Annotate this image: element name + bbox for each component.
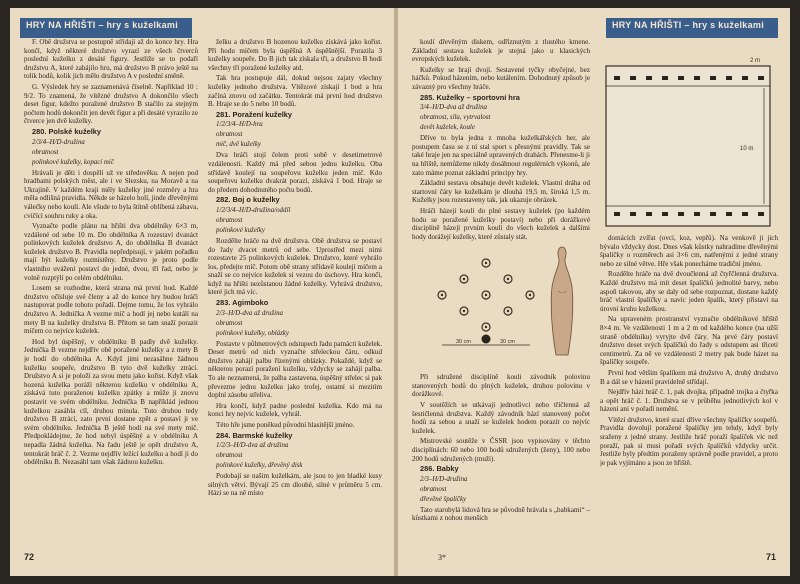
section-heading: 282. Boj o kuželky xyxy=(216,195,280,205)
section-meta: 2/3–H/D-družina xyxy=(420,475,468,483)
section-meta: 1/2/3/4–H/D-družina/oddíl xyxy=(216,206,291,214)
left-column-2 xyxy=(208,38,382,548)
right-running-head xyxy=(606,18,778,38)
paragraph: Hráči házejí koulí do plné sestavy kuželek (po každém hodu se poražené kuželky postaví) nebo při dorážkové disciplíně házejí prvním koulí do všech kuželek a dalšími hody dorážejí kuželky, které zůstaly stát. xyxy=(412,206,590,241)
section-heading: 280. Polské kuželky xyxy=(32,126,102,136)
paragraph: Dříve to byla jedna z mnoha kuželkářských her, ale postupem času se z ní stal sport s přesnými pravidly. Tak se také hraje jen na speciálně upravených drahách. Přenesme-li ji na hřiště, nemůžeme nikdy dosáhnout regulérních výkonů, ale zato máme poznat základní principy hry. xyxy=(412,134,590,177)
paragraph: Podobají se našim kuželkám, ale jsou to jen hladké kusy silných větví. Bývají 25 cm dlouhé, silné v průměru 5 cm. Hází se na ně místo xyxy=(208,472,382,498)
paragraph: Při sdružené disciplíně kouli závodník polovinu stanovených hodů do plných kuželek, druhou polovinu v dorážkové. xyxy=(412,373,590,399)
section-meta: polinkové kuželky, dřevěný disk xyxy=(216,462,303,470)
section-meta: obratnost xyxy=(216,216,243,224)
section-heading: 286. Babky xyxy=(420,464,459,474)
paragraph: Tak hra postupuje dál, dokud nejsou zajaty všechny kuželky jednoho družstva. Vítězové získají 1 bod a hra začíná znovu od začátku. Tentokrát má první hod družstvo B. Hraje se do 5 nebo 10 bodů. xyxy=(208,74,382,109)
right-column-2 xyxy=(600,38,778,548)
section-heading: 281. Poražení kuželky xyxy=(216,109,292,119)
section-meta: dřevěné špalíčky xyxy=(420,495,467,503)
section-meta: obratnost xyxy=(216,319,243,327)
paragraph: Vyznačte podle plánu na hřišti dva obdélníky 6×3 m, vzdálené od sebe 10 m. Do obdélníka A rozestaví dvanáct polinkových kuželek družstvo A, do obdélníka B dvanáct kuželek družstvo B. Pravidla nepředpisují, v jakém pořadku mají být kuželky rozmístěny. Družstvo je proto podle vlastního uvážení postaví do jedné, dvou, tří řad, nebo je volně rozptýlí po celém obdélníku. xyxy=(24,222,198,282)
section-heading: 284. Barmské kuželky xyxy=(216,430,293,440)
pin-diagram xyxy=(412,243,590,369)
section-meta: polinkové kuželky, kopací míč xyxy=(32,158,114,166)
left-running-head xyxy=(20,18,192,38)
paragraph: Hra končí, když padne poslední kuželka. Kdo má na konci hry nejvíc kuželek, vyhrál. xyxy=(208,401,382,419)
right-column-1 xyxy=(412,38,590,548)
left-column-1 xyxy=(24,38,198,548)
paragraph: Rozdělte hráče na dvě družstva. Obě družstva se postaví do řady dvacet metrů od sebe. Uprostřed mezi nimi rozestavte 25 polinkových kuželek. Družstvo, které vyhrálo los, předejte míč. Potom obě strany střídavě koulejí míčem a snaží se co nejvíce kuželek si vezou do úschovy. Hra končí, když na hřišti nezůstanou žádné kuželky. Vyhrává družstvo, které jich má víc. xyxy=(208,236,382,297)
paragraph: Na upraveném prostranství vyznačte obdélníkové hřiště 8×4 m. Ve vzdálenosti 1 m a 2 m od každého konce (na užší straně obdélníku) vyryjte dvě čáry. Na prvé čáry postaví družstvo deset svých špalíčků do řady s odstupem asi třiceti centimetrů. Za ně ve vzdálenosti 2 metry pak bude házet na špalíčky soupeře. xyxy=(600,315,778,367)
pin-inner-dots xyxy=(441,262,531,328)
distance-label: 10 m xyxy=(740,146,754,152)
paragraph: Kuželky se hrají dvojí. Sestavené tyčky obyčejné, bez háčků. Pokud házením, nebo kutálením. Dohodnutý způsob je závazný pro všechny hráče. xyxy=(412,65,590,91)
section-meta: 1/2/3–H/D-dva až družina xyxy=(216,442,289,450)
section-meta: devět kuželek, koule xyxy=(420,124,475,132)
left-running-head-text: HRY NA HŘIŠTI – hry s kuželkami xyxy=(26,20,179,30)
paragraph: Tato starobylá lidová hra se původně hrávala s „babkami“ – kůstkami z nohou menších xyxy=(412,505,590,523)
section-meta: obratnost xyxy=(216,131,243,139)
right-page xyxy=(398,8,790,576)
left-page xyxy=(10,8,394,576)
section-meta: polinkové kuželky xyxy=(216,226,265,234)
section-meta: obratnost, síla, vytrvalost xyxy=(420,114,491,122)
dimension-label: 30 cm xyxy=(456,339,471,346)
right-columns xyxy=(412,38,778,548)
section-heading: 285. Kuželky – sportovní hra xyxy=(420,92,520,102)
paragraph: G. Výsledek hry se zaznamenává číselně. Například 10 : 9/2. To znamená, že vítězné družstvo A dokončilo všech deset figur, kdežto poražené družstvo B stačilo za stejným počtem hodů dokončit jen devět figur a při desáté vyrazilo ze čtverce jen dvě kuželky. xyxy=(24,82,198,126)
section-meta: 3/4–H/D-dva až družina xyxy=(420,104,487,112)
paragraph: Dva hráči stojí čelem proti sobě v desetimetrové vzdálenosti. Každý má před sebou jednu kuželku. Oba střídavě koulejí na soupeřovu kuželku jeden míč. Kdo soupeřovu kuželku dvakrát porazí, získává 1 bod. Hraje se do předem dohodnutého počtu bodů. xyxy=(208,151,382,194)
section-heading: 283. Agimboko xyxy=(216,298,269,308)
distance-label: 2 m xyxy=(750,58,761,64)
paragraph: Hrávali je děti i dospělí už ve středověku. A nejen pod hradbami polských měst, ale i ve Slezsku, na Moravě a na Ukrajině. V každém kraji měly kuželky jiné rozměry a hra měla odlišná pravidla. Někde se házelo holí, jinde dřevěnými válečky nebo koulí. Ale všude to byla štítně oblíbená zábava, cvičící souhru ruky a oka. xyxy=(24,168,198,220)
paragraph: Postavte v půlmetrových odstupech řadu patnácti kuželek. Deset metrů od nich vyznačte střeleckou čáru, odkud družstvo zahájí palbu řízenými oblázky. Pokaždé, když se některou porazí poražení kuželku, vždycky se zahájí palba. To ale neznamená, že palba zastavena, úspěšný střelec si pak převezme jednu kuželku jako trofej, ostatní si mezitím doplní zásobu střeliva. xyxy=(208,339,382,400)
section-meta: obratnost xyxy=(420,485,447,493)
left-page-number: 72 xyxy=(24,552,35,562)
section-meta: obratnost xyxy=(32,148,59,156)
paragraph: V soutěžích se utkávají jednotlivci nebo třičlenná až šestičlenná družstva. Každý závodník hází stanovený počet hodů za sebou a snaží se kuželek hodem porazit co nejvíc kuželek. xyxy=(412,401,590,435)
section-meta: 2/3–H/D-dva až družina xyxy=(216,309,283,317)
section-meta: 2/3/4–H/D-družina xyxy=(32,138,85,146)
dimension-label: 30 cm xyxy=(500,339,515,346)
left-columns xyxy=(24,38,382,548)
paragraph: Rozdělte hráče na dvě dvoučlenná až čtyřčlenná družstva. Každé družstvo má mít deset špalíčků jednolité barvy, nebo aspoň takovou, aby se daly od sebe rozpoznat, dostane každý hráč vlastní špalíčky a navíc jeden špalík, který přistaví na úrovni kruhu kuželkou. xyxy=(600,270,778,313)
paragraph: Základní sestava obsahuje devět kuželek. Vlastní dráha od startovní čáry ke kuželkám je dlouhá 19,5 m, široká 1,5 m. Kuželky jsou rozestaveny tak, jak ukazuje obrázek. xyxy=(412,179,590,205)
paragraph: Hod byl úspěšný, v obdélníku B padly dvě kuželky. Jednička B vezme nejdřív obě poražené kuželky a z mety B je hodí do obdélníka A. Když jimi nezasáhne žádnou kuželku soupeře, družstvo B tyto dvě kuželky ztrácí. Družstvo A si je položí za svou metu jako kořist. Když však hozená kuželka poráží některou kuželku v obdélníku A, získává tuto poraženou kuželku zpátky a může ji znovu postavit ve svém obdélníku. Jednička B napříklád jednou kuželkou zasáhla cíl, druhou minula. Tuto druhou tedy družstvo B ztrácí, zato první dostane zpět a postaví ji ve svém obdélníku. Jednička B ještě hodí na své mety míč. Předpokládejme, že hod nebyl úspěšný a v obdélníku A nepadla žádná kuželka. Na řadu ještě je opět družstvo A, tentokrát hráč č. 2. Vezme nejdřív ležící kuželku a hodí ji do obdélníku B. Nezasáhl tam však žádnou kuželku. xyxy=(24,337,198,467)
paragraph: želku a družstvo B hozenou kuželku získává jako kořist. Při hodu míčem byla úspěšná A úspěšnější. Porazila 3 kuželky soupeře. Do B jich tak získala tři, a družstvo B hodí všechny tři poražené kuželky atd. xyxy=(208,38,382,72)
paragraph: F. Obě družstva se postupně střídají až do konce hry. Hra končí, když některé družstvo vyrazí ze všech čtverců poslední kuželku z desáté figury. Jestliže se to podaří družstvu A, které zahájilo hru, má družstvo B právo ještě na tolik hodů, kolik jich mělo družstvo A v poslední směně. xyxy=(24,38,198,81)
lane-diagram xyxy=(600,40,778,230)
ball-marker xyxy=(482,335,491,344)
section-meta: 1/2/3/4–H/D-hra xyxy=(216,121,263,129)
signature-mark: 3* xyxy=(438,553,446,562)
paragraph: koulí dřevěným diskem, odříznutým z tlustého kmene. Základní sestava kuželek je stejná jako u klasických evropských kuželek. xyxy=(412,38,590,64)
right-running-head-text: HRY NA HŘIŠTI – hry s kuželkami xyxy=(612,20,765,30)
right-page-number: 71 xyxy=(765,552,776,562)
paragraph: Nejdřív hází hráč č. 1, pak dvojka, případně trojka a čtyřka a opět hráč č. 1. Družstva se v průběhu jednotlivých kol v házení ani v pořadí nemění. xyxy=(600,388,778,414)
kuzelka-illustration xyxy=(551,247,573,355)
lane-diagram-svg xyxy=(600,40,776,230)
paragraph: Losem se rozhodne, která strana má první hod. Každé družstvo očísluje své členy a až do konce hry budou hráči nastupovat podle tohoto pořadí. Dejme tomu, že los vyhrálo družstvo A. Jednička A vezme míč a hodí jej nebo kutálí na mety B na kuželky družstva B. Přitom se tam snaží porazit míčem co nejvíce kuželek. xyxy=(24,284,198,336)
paragraph: První hod větším špalíkem má družstvo A, druhý družstvo B a dál se v házení pravidelně střídají. xyxy=(600,368,778,386)
section-meta: polinkové kuželky, oblázky xyxy=(216,329,289,337)
paragraph: Této hře jsme poněkud původní hlasitější jméno. xyxy=(216,421,355,429)
pin-diagram-svg xyxy=(412,243,588,369)
section-meta: obratnost xyxy=(216,452,243,460)
section-meta: míč, dvě kuželky xyxy=(216,141,261,149)
paragraph: Mistrovské soutěže v ČSSR jsou vypisovány v těchto disciplínách: 60 nebo 100 hodů sdružených (ženy), 100 nebo 200 hodů sdružených (muži). xyxy=(412,437,590,463)
paragraph: Vítězí družstvo, které srazí dříve všechny špalíčky soupeřů. Pravidla dovolují poražené špalíčky jen tehdy, když byly sraženy z jedné strany. Jestliže hráč poraží špalíček víc než poraží, pak si musí pořadí svých špalíčků vždycky určit. Jestliže byly předtím poraženy správně podle pravidel, a proto je pak vyjímáno a jsou ze hřiště. xyxy=(600,415,778,467)
paragraph: domácích zvířat (ovcí, koz, vepřů). Na venkově ji jich bývalo vždycky dost. Dnes však kůstky nahradíme dřevěnými špalíčky o rozměrech asi 3×6 cm, natřenými z jedné strany nebo ze silné větve. Hře však ponecháme tradiční jméno. xyxy=(600,234,778,268)
